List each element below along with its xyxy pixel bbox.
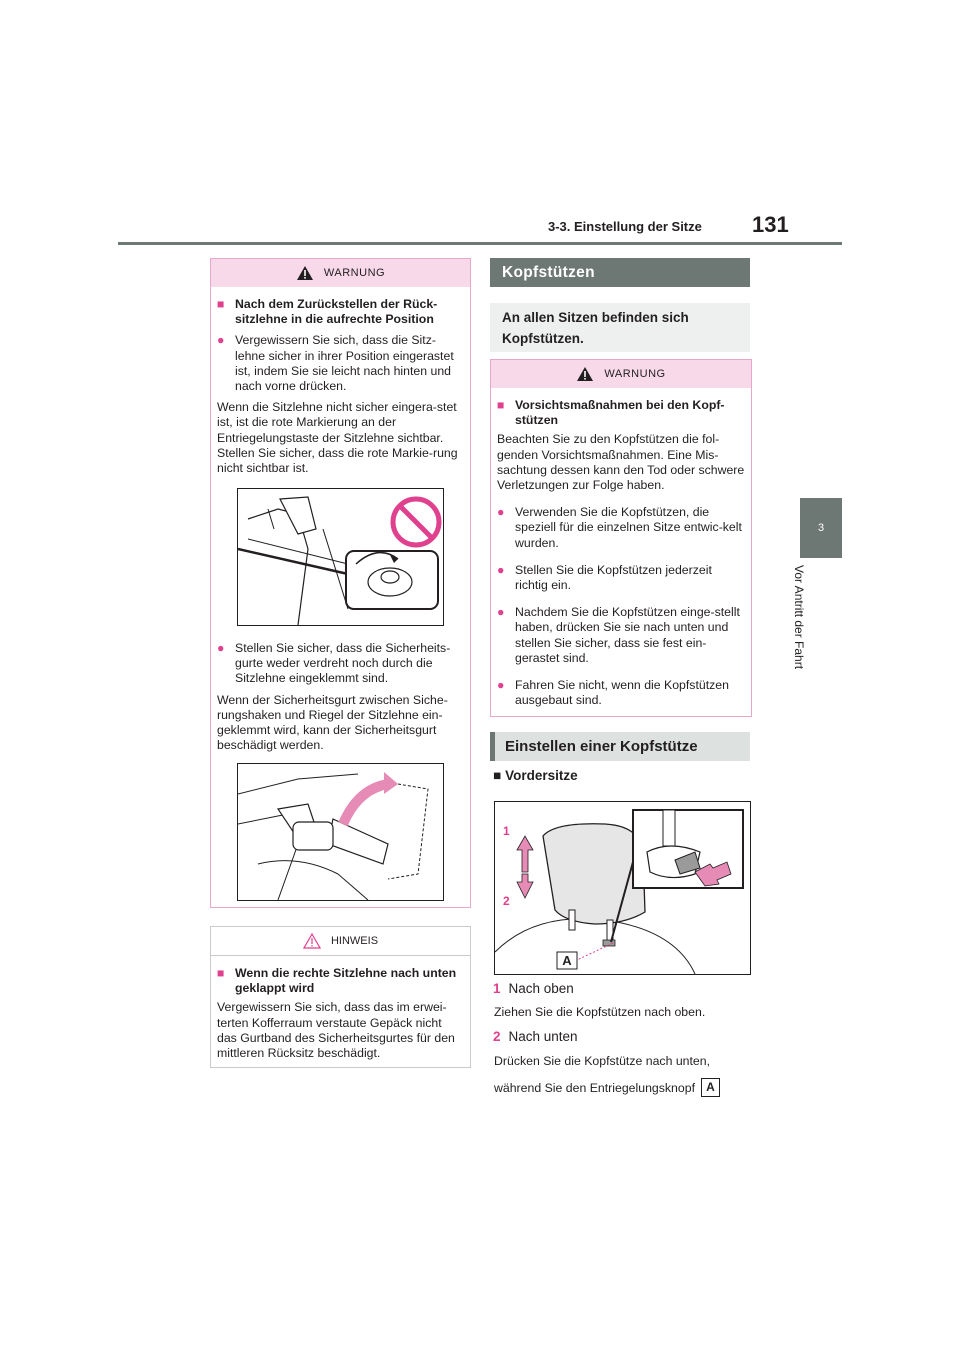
dot-bullet-icon: ●: [217, 333, 225, 348]
step-1-number: 1: [493, 981, 501, 996]
square-bullet-icon: ■: [497, 398, 505, 412]
dot-bullet-icon: ●: [497, 678, 505, 693]
figure-label-a: A: [562, 953, 572, 968]
illustration-seatback-release: [237, 488, 444, 626]
dot-bullet-icon: ●: [497, 562, 505, 577]
warning-title: ■ Vorsichtsmaßnahmen bei den Kopf-stützen: [497, 398, 725, 428]
step-1-label: Nach oben: [508, 981, 574, 996]
notice-box: [210, 926, 471, 1068]
chapter-tab: 3: [800, 498, 842, 558]
illustration-seatbelt-clamp: [237, 763, 444, 901]
figure-label-1: 1: [503, 824, 510, 838]
dot-bullet-icon: ●: [497, 605, 505, 620]
page-number: 131: [752, 212, 789, 237]
warning-bullet: ● Fahren Sie nicht, wenn die Kopfstützen ausgebaut sind.: [497, 678, 729, 708]
illustration-headrest-adjust: [494, 801, 751, 975]
warning-title: ■ Nach dem Zurückstellen der Rück-sitzlehne in die aufrechte Position: [217, 297, 438, 327]
dot-bullet-icon: ●: [497, 505, 505, 520]
warning-box-headrests: [490, 359, 752, 717]
step-2-label: Nach unten: [508, 1029, 578, 1044]
warning-bullet: ● Verwenden Sie die Kopfstützen, die speziell für die einzelnen Sitze entwic-kelt wurden.: [497, 505, 742, 550]
chapter-side-label: [792, 565, 806, 705]
figure-label-2: 2: [503, 894, 510, 908]
subsection-title-bar: Einstellen einer Kopfstütze: [490, 732, 750, 761]
square-bullet-icon: ■: [217, 297, 225, 311]
warning-paragraph: Wenn die Sitzlehne nicht sicher eingera-stet ist, ist die rote Markierung an der Entriegelungstaste der Sitzlehne sichtbar. Stellen Sie sicher, dass die rote Markie-rung nicht sichtbar ist.: [217, 400, 458, 476]
warning-header: [211, 259, 470, 287]
warning-header-label: WARNUNG: [604, 368, 666, 380]
step-1: [493, 981, 574, 996]
chapter-side-label-text: Vor Antritt der Fahrt: [792, 565, 806, 670]
notice-header-label: HINWEIS: [330, 935, 379, 947]
section-title-bar: Kopfstützen: [490, 258, 750, 287]
warning-triangle-icon: [296, 265, 314, 281]
warning-paragraph: Beachten Sie zu den Kopfstützen die fol-genden Vorsichtsmaßnahmen. Eine Mis-sachtung dessen kann den Tod oder schwere Verletzungen zur Folge haben.: [497, 432, 745, 493]
section-breadcrumb: 3-3. Einstellung der Sitze: [548, 219, 702, 234]
notice-header: [211, 927, 470, 956]
warning-box-seatback: [210, 258, 471, 908]
warning-triangle-icon: [576, 366, 594, 382]
warning-bullet: ● Nachdem Sie die Kopfstützen einge-stellt haben, drücken Sie sie nach unten und stellen Sie sicher, dass sie fest ein-gerastet sind.: [497, 605, 740, 665]
dot-bullet-icon: ●: [217, 641, 225, 655]
step-2-description-cont: während Sie den Entriegelungsknopf A: [494, 1078, 720, 1097]
ref-label-a: A: [701, 1078, 720, 1097]
square-bullet-icon: ■: [493, 768, 502, 783]
notice-paragraph: Vergewissern Sie sich, dass das im erwei-terten Kofferraum verstaute Gepäck nicht das Gurtband des Sicherheitsgurtes für den mittleren Rücksitz beschädigt.: [217, 1000, 455, 1061]
square-bullet-icon: ■: [217, 966, 225, 980]
warning-header: [491, 360, 751, 388]
subhead-front-seats: ■ Vordersitze: [493, 768, 578, 783]
notice-title: ■ Wenn die rechte Sitzlehne nach unten geklappt wird: [217, 966, 457, 996]
warning-bullet: ● Stellen Sie die Kopfstützen jederzeit richtig ein.: [497, 562, 712, 593]
header-rule: [118, 242, 842, 245]
step-1-description: Ziehen Sie die Kopfstützen nach oben.: [494, 1005, 706, 1019]
notice-triangle-icon: [303, 933, 321, 949]
section-intro: An allen Sitzen befinden sich Kopfstützen.: [490, 303, 750, 352]
step-2-description: Drücken Sie die Kopfstütze nach unten,: [494, 1054, 711, 1068]
step-2: [493, 1029, 578, 1044]
warning-paragraph: Wenn der Sicherheitsgurt zwischen Siche-rungshaken und Riegel der Sitzlehne ein-geklemmt wird, kann der Sicherheitsgurt beschädigt werden.: [217, 692, 448, 753]
warning-bullet: ● Vergewissern Sie sich, dass die Sitz-lehne sicher in ihrer Position eingerastet ist, indem Sie sie leicht nach hinten und nach vorne drücken.: [217, 333, 454, 394]
step-2-number: 2: [493, 1029, 501, 1044]
warning-bullet: ● Stellen Sie sicher, dass die Sicherheits-gurte weder verdreht noch durch die Sitzlehne eingeklemmt sind.: [217, 641, 451, 686]
warning-header-label: WARNUNG: [323, 267, 386, 279]
